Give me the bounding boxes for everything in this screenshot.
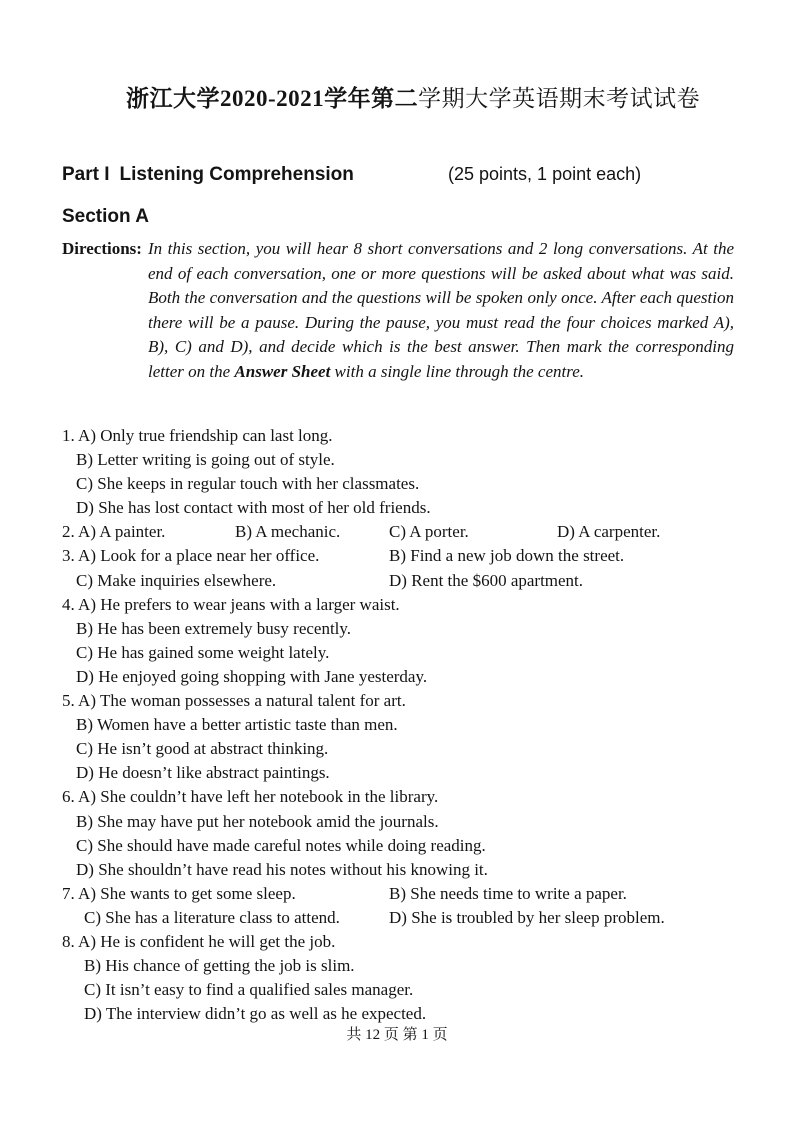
question-line xyxy=(62,496,762,520)
part1-title: Listening Comprehension xyxy=(119,164,354,185)
directions-text-post: with a single line through the centre. xyxy=(330,361,585,381)
directions-text xyxy=(148,237,734,384)
directions-label: Directions: xyxy=(62,239,142,258)
question-option-text: B) He has been extremely busy recently. xyxy=(76,618,352,638)
question-option-text: C) He isn’t good at abstract thinking. xyxy=(76,739,329,759)
question-option-text: D) Rent the $600 apartment. xyxy=(389,570,584,590)
question-option-text: D) He doesn’t like abstract paintings. xyxy=(76,763,330,783)
exam-title-heavy: 浙江大学2020-2021学年第二 xyxy=(126,86,419,111)
question-option-text: B) Letter writing is going out of style. xyxy=(76,450,335,470)
question-option-text: D) She has lost contact with most of her old friends. xyxy=(76,498,431,518)
question-option-text: C) She should have made careful notes while doing reading. xyxy=(76,835,486,855)
question-line xyxy=(62,810,762,834)
question-option-text: 3. A) Look for a place near her office. xyxy=(62,546,320,566)
question-line xyxy=(62,761,762,785)
question-line xyxy=(62,930,762,954)
question-line xyxy=(62,689,762,713)
question-line xyxy=(62,641,762,665)
question-option-text: D) A carpenter. xyxy=(557,522,661,542)
question-option-text: C) A porter. xyxy=(389,522,469,542)
directions xyxy=(62,237,734,384)
question-line xyxy=(62,665,762,689)
part1-heading xyxy=(62,163,734,186)
question-list xyxy=(62,424,762,1026)
question-option-text: 2. A) A painter. xyxy=(62,522,166,542)
question-line xyxy=(62,593,762,617)
question-line xyxy=(62,978,762,1002)
question-line xyxy=(62,906,762,930)
question-line xyxy=(62,448,762,472)
question-line xyxy=(62,472,762,496)
exam-title-regular: 学期大学英语期末考试试卷 xyxy=(418,86,701,111)
question-option-text: C) Make inquiries elsewhere. xyxy=(76,570,277,590)
question-option-text: 1. A) Only true friendship can last long. xyxy=(62,426,333,445)
question-option-text: B) She needs time to write a paper. xyxy=(389,883,627,903)
question-option-text: B) Find a new job down the street. xyxy=(389,546,625,566)
question-option-text: D) She shouldn’t have read his notes without his knowing it. xyxy=(76,859,488,879)
question-option-text: C) She has a literature class to attend. xyxy=(84,907,340,927)
question-line xyxy=(62,544,762,568)
question-line xyxy=(62,785,762,809)
part1-points: (25 points, 1 point each) xyxy=(448,164,642,184)
question-line xyxy=(62,858,762,882)
question-option-text: B) A mechanic. xyxy=(235,522,341,542)
question-line xyxy=(62,737,762,761)
question-line xyxy=(62,1002,762,1026)
question-option-text: 7. A) She wants to get some sleep. xyxy=(62,883,296,903)
question-option-text: 4. A) He prefers to wear jeans with a larger waist. xyxy=(62,594,400,614)
page-footer: 共 12 页 第 1 页 xyxy=(346,1027,448,1043)
directions-answer-sheet: Answer Sheet xyxy=(234,361,331,381)
question-line xyxy=(62,569,762,593)
question-option-text: 5. A) The woman possesses a natural talent for art. xyxy=(62,691,406,711)
question-line xyxy=(62,882,762,906)
question-option-text: C) It isn’t easy to find a qualified sales manager. xyxy=(84,980,414,1000)
question-option-text: D) The interview didn’t go as well as he expected. xyxy=(84,1004,427,1024)
question-line xyxy=(62,834,762,858)
question-option-text: B) She may have put her notebook amid the journals. xyxy=(76,811,439,831)
question-line xyxy=(62,617,762,641)
question-line xyxy=(62,520,762,544)
exam-title xyxy=(126,85,700,112)
directions-text-pre: In this section, you will hear 8 short conversations and 2 long conversations. At the end of each conversation, one or more questions will be asked about what was said. Both the conversation and the questions will be spoken only once. After each question there will be a pause. During the pause, you must read the four choices marked A), B), C) and D), and decide which is the best answer. Then mark the corresponding letter on the xyxy=(148,239,734,381)
question-option-text: C) She keeps in regular touch with her classmates. xyxy=(76,474,420,494)
question-option-text: 6. A) She couldn’t have left her notebook in the library. xyxy=(62,787,439,807)
question-option-text: B) His chance of getting the job is slim. xyxy=(84,956,355,976)
question-option-text: C) He has gained some weight lately. xyxy=(76,642,330,662)
question-option-text: 8. A) He is confident he will get the job. xyxy=(62,931,336,951)
question-line xyxy=(62,954,762,978)
question-line xyxy=(62,713,762,737)
question-option-text: D) He enjoyed going shopping with Jane yesterday. xyxy=(76,666,428,686)
question-option-text: B) Women have a better artistic taste than men. xyxy=(76,715,398,735)
question-option-text: D) She is troubled by her sleep problem. xyxy=(389,907,665,927)
section-a-heading: Section A xyxy=(62,206,149,227)
question-line xyxy=(62,424,762,448)
part1-label: Part I xyxy=(62,164,110,185)
